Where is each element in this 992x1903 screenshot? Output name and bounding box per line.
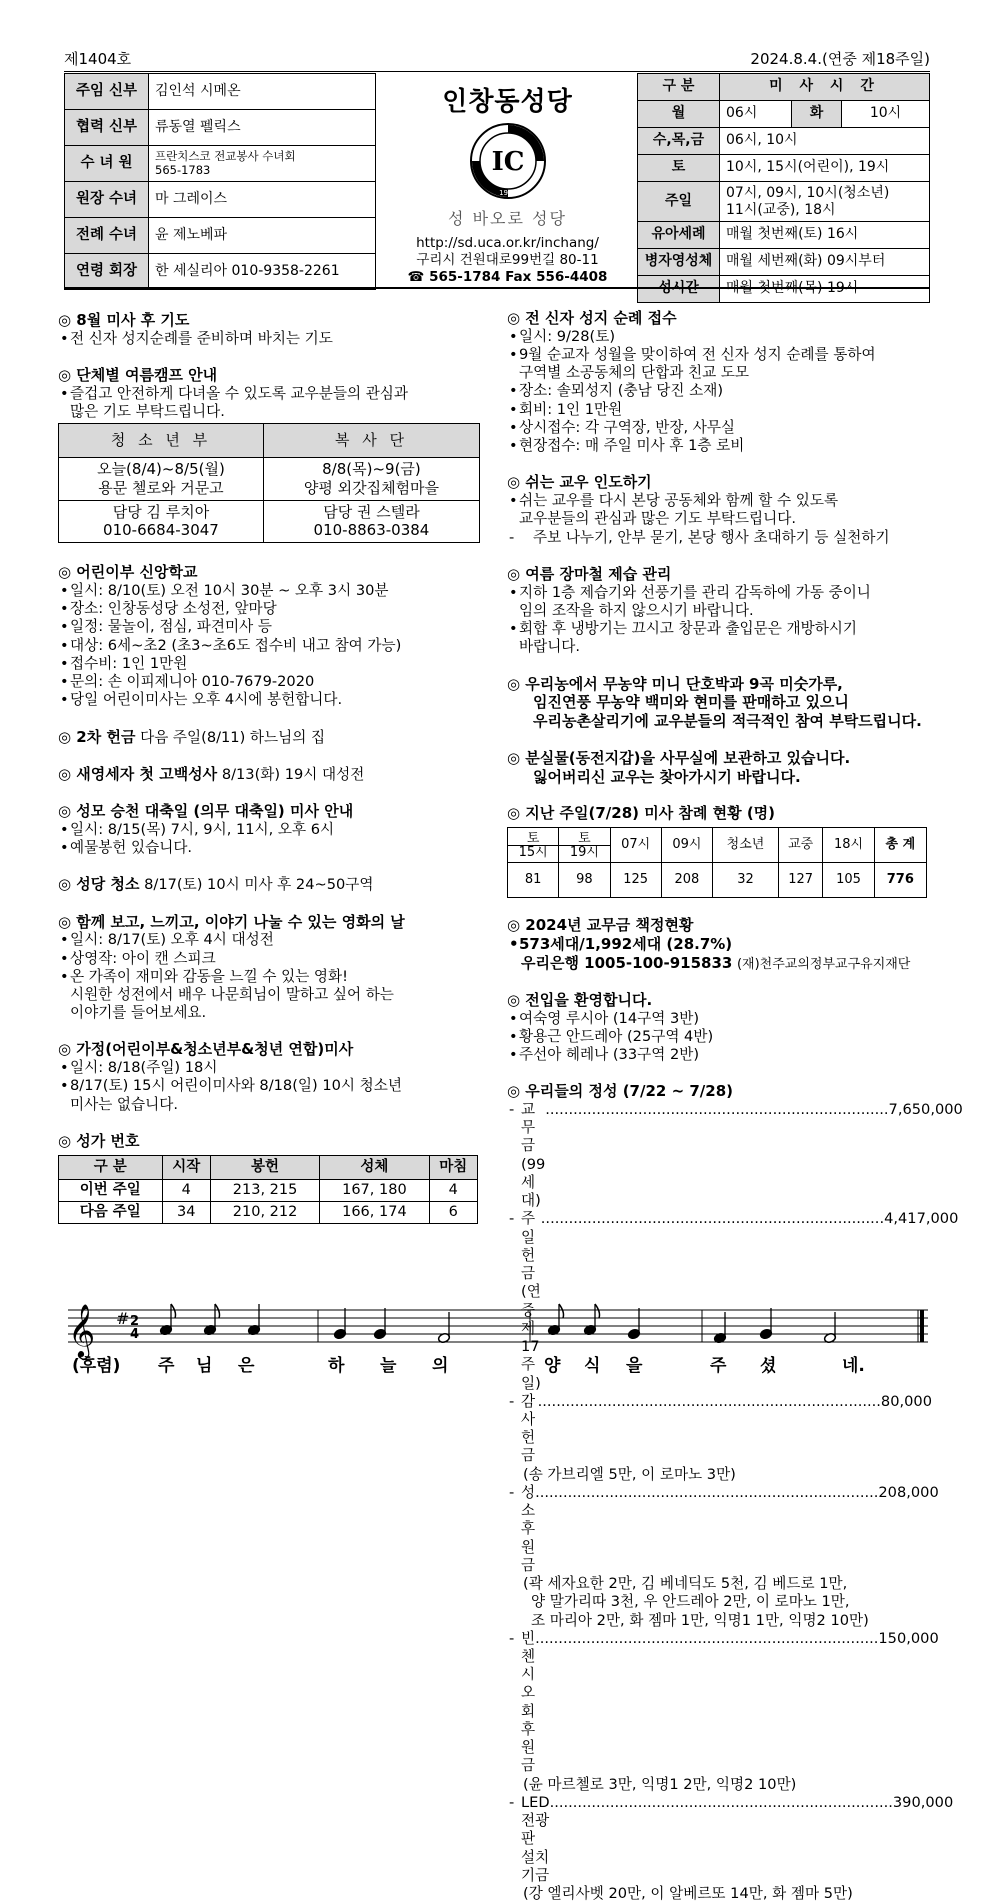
attendance-col-header: 총 계: [874, 828, 926, 863]
parish-logo: [468, 121, 548, 201]
notice-title: ◎ 2024년 교무금 책정현황: [507, 916, 694, 935]
notice-item: • 장소: 인창동성당 소성전, 앞마당: [58, 600, 478, 618]
right-column: [507, 305, 963, 1903]
mass-time: 매월 첫번째(토) 16시: [720, 222, 930, 249]
camp-col-header: 청 소 년 부: [59, 424, 264, 458]
notice-tithe-status: [507, 916, 932, 973]
svg-text:𝄞: 𝄞: [68, 1303, 96, 1357]
hymn-cell: 213, 215: [210, 1179, 319, 1201]
hymn-cell: 4: [162, 1179, 210, 1201]
offering-row: - 빈첸시오회 후원금 .......................................................................... 150,000: [507, 1630, 932, 1776]
staff-role: 협력 신부: [65, 110, 149, 146]
notice-dehumidify: [507, 565, 932, 657]
hymn-table: [58, 1155, 478, 1224]
notice-title: ◎ 8월 미사 후 기도: [58, 311, 190, 329]
staff-name: 류동열 펠릭스: [149, 110, 376, 146]
staff-name: 마 그레이스: [149, 182, 376, 218]
notice-item: • 즐겁고 안전하게 다녀올 수 있도록 교우분들의 관심과 많은 기도 부탁드립니다.: [58, 385, 478, 421]
lyric-syllable: 늘: [380, 1356, 397, 1376]
notice-item: • 9월 순교자 성월을 맞이하여 전 신자 성지 순례를 통하여 구역별 소공동체의 단합과 친교 도모: [507, 346, 932, 382]
offering-row: - LED 전광판 설치기금 .......................................................................... 390,000: [507, 1794, 932, 1885]
notice-cleaning: ◎ 성당 청소 8/17(토) 10시 미사 후 24~50구역: [58, 875, 374, 894]
staff-name: 윤 제노베파: [149, 218, 376, 254]
notice-item: • 현장접수: 매 주일 미사 후 1층 로비: [507, 437, 932, 455]
notice-summer-camp: [58, 366, 478, 543]
notice-item: • 예물봉헌 있습니다.: [58, 839, 478, 857]
attendance-value: 105: [823, 863, 874, 898]
notice-item: • 전 신자 성지순례를 준비하며 바치는 기도: [58, 330, 478, 348]
hymn-col-header: 봉헌: [210, 1155, 319, 1179]
notice-title: ◎ 전 신자 성지 순례 접수: [507, 309, 677, 327]
offering-row: - 주일헌금(연중 제17주일) .......................................................................... 4,417,000: [507, 1210, 932, 1392]
lyric-syllable: 하: [328, 1356, 345, 1376]
staff-table: [64, 73, 376, 290]
notice-item: • 8/17(토) 15시 어린이미사와 8/18(일) 10시 청소년 미사는 없습니다.: [58, 1077, 478, 1113]
svg-text:2: 2: [130, 1314, 140, 1329]
camp-col-header: 복 사 단: [263, 424, 479, 458]
lyric-syllable: 주: [158, 1356, 175, 1376]
attendance-col-header: 18시: [823, 828, 874, 863]
mass-day: 주일: [638, 182, 720, 222]
staff-role: 연령 회장: [65, 254, 149, 290]
hymn-cell: 166, 174: [320, 1201, 429, 1223]
notice-item: • 온 가족이 재미와 감동을 느낄 수 있는 영화! 시원한 성전에서 배우 나문희님이 말하고 싶어 하는 이야기를 들어보세요.: [58, 968, 478, 1023]
camp-cell: 8/8(목)~9(금) 양평 외갓집체험마을: [263, 458, 479, 501]
notice-family-mass: [58, 1040, 478, 1113]
hymn-cell: 이번 주일: [59, 1179, 163, 1201]
refrain-lyrics: [60, 1356, 932, 1380]
mass-time: 06시: [720, 101, 792, 128]
staff-name: 김인석 시메온: [149, 74, 376, 110]
notice-item: • 상시접수: 각 구역장, 반장, 사무실: [507, 419, 932, 437]
parish-address: 구리시 건원대로99번길 80-11: [416, 252, 599, 269]
divider: [64, 71, 930, 72]
notice-item: • 당일 어린이미사는 오후 4시에 봉헌합니다.: [58, 691, 478, 709]
mass-time: 10시: [842, 101, 930, 128]
staff-role: 전례 수녀: [65, 218, 149, 254]
attendance-value: 127: [778, 863, 822, 898]
attendance-value: 81: [508, 863, 559, 898]
notice-assumption: [58, 802, 478, 857]
notice-title: ◎ 전입을 환영합니다.: [507, 990, 653, 1009]
notice-title: ◎ 가정(어린이부&청소년부&청년 연합)미사: [58, 1040, 354, 1059]
note-flag: [559, 1304, 564, 1318]
attendance-col-header: 토 19시: [559, 828, 610, 863]
issue-date: 2024.8.4.(연중 제18주일): [750, 50, 930, 68]
mass-day: 성시간: [638, 276, 720, 303]
offering-row: - 교무금(99세대) .......................................................................... 7,650,000: [507, 1101, 932, 1210]
notice-title: ◎ 단체별 여름캠프 안내: [58, 365, 218, 384]
attendance-value: 208: [661, 863, 712, 898]
attendance-value: 125: [610, 863, 661, 898]
notice-hymn-numbers: [58, 1132, 478, 1224]
camp-cell: 담당 권 스텔라 010-8863-0384: [263, 500, 479, 543]
offering-note: (곽 세자요한 2만, 김 베네딕도 5천, 김 베드로 1만, 양 말가리따 3천, 우 안드레아 2만, 이 로마노 1만, 조 마리아 2만, 화 젬마 1만, 익명1 1만, 익명2 10만): [523, 1575, 869, 1629]
notice-title: ◎ 성가 번호: [58, 1131, 140, 1150]
parish-name: 인창동성당: [442, 87, 573, 117]
lyric-syllable: 양: [544, 1356, 561, 1376]
notice-title: ◎ 쉬는 교우 인도하기: [507, 473, 652, 492]
notice-welcome: [507, 991, 932, 1064]
parish-header: [380, 73, 635, 287]
notice-item: • 접수비: 1인 1만원: [58, 655, 478, 673]
notice-second-collection: ◎ 2차 헌금 다음 주일(8/11) 하느님의 집: [58, 727, 326, 746]
notice-item: • 일시: 8/15(목) 7시, 9시, 11시, 오후 6시: [58, 821, 478, 839]
masthead-top: [64, 50, 930, 72]
mass-time: 매월 세번째(화) 09시부터: [720, 249, 930, 276]
offering-row: - 감사헌금 .......................................................................... 80,000: [507, 1393, 932, 1466]
hymn-col-header: 구 분: [59, 1155, 163, 1179]
attendance-col-header: 청소년: [713, 828, 779, 863]
notice-item: - 주보 나누기, 안부 묻기, 본당 행사 초대하기 등 실천하기: [507, 529, 932, 547]
attendance-col-header: 교중: [778, 828, 822, 863]
offering-note: (송 가브리엘 5만, 이 로마노 3만): [523, 1465, 736, 1483]
hymn-cell: 34: [162, 1201, 210, 1223]
notice-item: • 장소: 솔뫼성지 (충남 당진 소재): [507, 382, 932, 400]
mass-day: 화: [792, 101, 842, 128]
notice-item: • 문의: 손 이피제니아 010-7679-2020: [58, 673, 478, 691]
note-flag: [171, 1304, 176, 1318]
staff-name: 한 세실리아 010-9358-2261: [149, 254, 376, 290]
attendance-col-header: 07시: [610, 828, 661, 863]
notice-august-prayer: [58, 311, 478, 348]
lyric-syllable: 네.: [842, 1356, 865, 1376]
notice-first-confession: ◎ 새영세자 첫 고백성사 8/13(화) 19시 대성전: [58, 764, 365, 783]
notice-item: • 회합 후 냉방기는 끄시고 창문과 출입문은 개방하시기 바랍니다.: [507, 620, 932, 656]
music-staff: [60, 1302, 932, 1396]
notice-lost-found: ◎ 분실물(동전지갑)을 사무실에 보관하고 있습니다. 잃어버리신 교우는 찾아가시기 바랍니다.: [507, 748, 851, 786]
camp-cell: 담당 김 루치아 010-6684-3047: [59, 500, 264, 543]
lyric-syllable: 셨: [760, 1356, 777, 1376]
parish-url[interactable]: http://sd.uca.or.kr/inchang/: [416, 235, 599, 252]
notice-item: • 일시: 9/28(토): [507, 328, 932, 346]
refrain-music: [60, 1302, 932, 1396]
notice-item: • 회비: 1인 1만원: [507, 401, 932, 419]
attendance-col-header: 09시: [661, 828, 712, 863]
notice-item: • 여숙영 루시아 (14구역 3반): [507, 1010, 932, 1028]
attendance-col-header: 토 15시: [508, 828, 559, 863]
mass-time: 07시, 09시, 10시(청소년) 11시(교중), 18시: [720, 182, 930, 222]
mass-schedule-table: [637, 73, 930, 303]
mass-header: 구 분: [638, 74, 720, 101]
notice-title: ◎ 성모 승천 대축일 (의무 대축일) 미사 안내: [58, 802, 354, 821]
hymn-cell: 6: [429, 1201, 477, 1223]
notice-offerings: [507, 1082, 963, 1903]
mass-day: 토: [638, 155, 720, 182]
mass-time: 10시, 15시(어린이), 19시: [720, 155, 930, 182]
hymn-cell: 다음 주일: [59, 1201, 163, 1223]
attendance-value: 98: [559, 863, 610, 898]
patron-name: 성 바오로 성당: [448, 209, 567, 229]
staff-role: 수 녀 원: [65, 146, 149, 182]
camp-cell: 오늘(8/4)~8/5(월) 용문 첼로와 거문고: [59, 458, 264, 501]
mass-day: 수,목,금: [638, 128, 720, 155]
lyric-syllable: 님: [196, 1356, 213, 1376]
offering-note: (윤 마르첼로 3만, 익명1 2만, 익명2 10만): [523, 1775, 797, 1793]
notice-attendance: [507, 804, 932, 898]
notice-item: • 일시: 8/17(토) 오후 4시 대성전: [58, 931, 478, 949]
mass-time: 매월 첫번째(목) 19시: [720, 276, 930, 303]
notice-item: • 일시: 8/10(토) 오전 10시 30분 ~ 오후 3시 30분: [58, 582, 478, 600]
note-flag: [595, 1304, 600, 1318]
left-column: [58, 305, 478, 1224]
lyric-syllable: 의: [432, 1356, 449, 1376]
notice-item: • 지하 1층 제습기와 선풍기를 관리 감독하에 가동 중이니 임의 조작을 하지 않으시기 바랍니다.: [507, 584, 932, 620]
notice-item: • 황용근 안드레아 (25구역 4반): [507, 1028, 932, 1046]
notice-title: ◎ 여름 장마철 제습 관리: [507, 564, 672, 583]
notice-title: ◎ 우리들의 정성 (7/22 ~ 7/28): [507, 1082, 733, 1101]
divider: [64, 287, 930, 289]
notice-title: ◎ 어린이부 신앙학교: [58, 563, 198, 582]
parish-phone: ☎ 565-1784 Fax 556-4408: [407, 269, 608, 285]
lyric-syllable: 은: [238, 1356, 255, 1376]
staff-role: 주임 신부: [65, 74, 149, 110]
offering-note: (강 엘리사벳 20만, 이 알베르또 14만, 화 젬마 5만): [523, 1885, 853, 1903]
mass-day: 유아세례: [638, 222, 720, 249]
note-flag: [215, 1304, 220, 1318]
attendance-value: 32: [713, 863, 779, 898]
notice-faith-school: [58, 563, 478, 709]
hymn-cell: 4: [429, 1179, 477, 1201]
notice-title: ◎ 함께 보고, 느끼고, 이야기 나눌 수 있는 영화의 날: [58, 912, 405, 931]
notice-item: • 주선아 헤레나 (33구역 2반): [507, 1046, 932, 1064]
svg-text:1997: 1997: [498, 188, 517, 197]
notice-item: • 쉬는 교우를 다시 본당 공동체와 함께 할 수 있도록 교우분들의 관심과 많은 기도 부탁드립니다.: [507, 492, 932, 528]
issue-number: 제1404호: [64, 50, 132, 68]
lyric-syllable: 주: [710, 1356, 727, 1376]
camp-table: [58, 423, 480, 543]
staff-name: 프란치스코 전교봉사 수녀회 565-1783: [149, 146, 376, 182]
notice-item: • 일정: 물놀이, 점심, 파견미사 등: [58, 618, 478, 636]
hymn-cell: 167, 180: [320, 1179, 429, 1201]
bank-account: 우리은행 1005-100-915833 (재)천주교의정부교구유지재단: [521, 953, 911, 972]
lyric-syllable: 을: [626, 1356, 643, 1376]
notice-resting-faithful: [507, 473, 932, 546]
notice-item: • 상영작: 아이 캔 스피크: [58, 950, 478, 968]
notice-title: ◎ 지난 주일(7/28) 미사 참례 현황 (명): [507, 804, 776, 823]
notice-movie-day: [58, 913, 478, 1023]
lyric-syllable: (후렴): [72, 1356, 121, 1376]
hymn-col-header: 성체: [320, 1155, 429, 1179]
mass-time: 06시, 10시: [720, 128, 930, 155]
notice-pilgrimage: [507, 309, 932, 455]
mass-day: 월: [638, 101, 720, 128]
svg-text:IC: IC: [491, 146, 524, 177]
notice-item: • 대상: 6세~초2 (초3~초6도 접수비 내고 참여 가능): [58, 637, 478, 655]
attendance-table: [507, 827, 927, 898]
mass-day: 병자영성체: [638, 249, 720, 276]
attendance-value: 776: [874, 863, 926, 898]
staff-role: 원장 수녀: [65, 182, 149, 218]
svg-text:4: 4: [130, 1327, 140, 1342]
mass-header: 미 사 시 간: [720, 74, 930, 101]
notice-item: • 일시: 8/18(주일) 18시: [58, 1059, 478, 1077]
notice-wooriong: ◎ 우리농에서 무농약 미니 단호박과 9곡 미숫가루, 임진연풍 무농약 백미와 현미를 판매하고 있으니 우리농촌살리기에 교우분들의 적극적인 참여 부탁드립니다.: [507, 674, 922, 731]
svg-text:#: #: [116, 1309, 130, 1328]
lyric-syllable: 식: [584, 1356, 601, 1376]
hymn-col-header: 시작: [162, 1155, 210, 1179]
notice-item: • 573세대/1,992세대 (28.7%): [507, 935, 932, 954]
hymn-col-header: 마침: [429, 1155, 477, 1179]
offering-row: - 성소후원금 .......................................................................... 208,000: [507, 1484, 932, 1575]
hymn-cell: 210, 212: [210, 1201, 319, 1223]
